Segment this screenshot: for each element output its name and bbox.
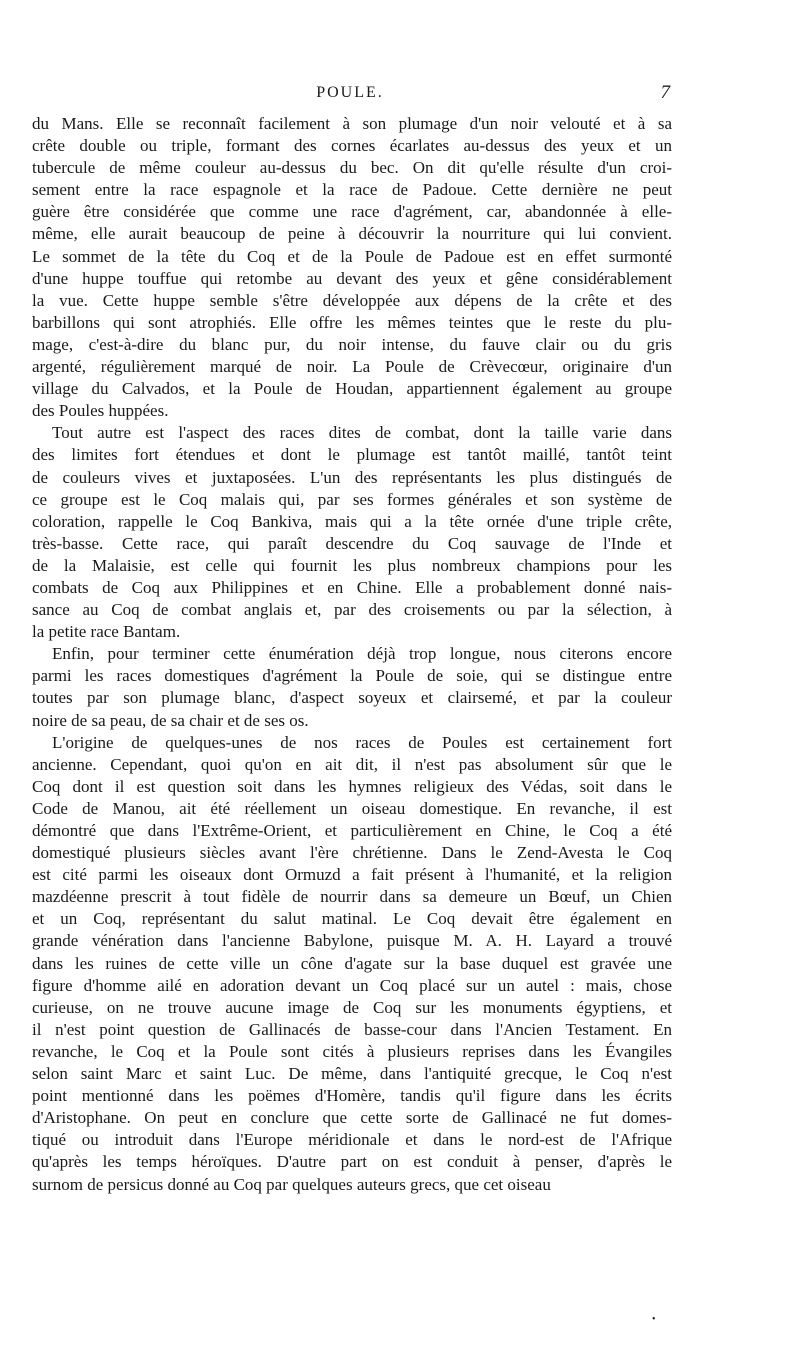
text-line: surnom de persicus donné au Coq par quelques auteurs grecs, que cet oiseau [32, 1174, 551, 1194]
page-mark: • [652, 1314, 656, 1325]
text-line: la petite race Bantam. [32, 622, 181, 642]
text-line: Enfin, pour terminer cette énumération déjà trop longue, nous citerons encore [52, 644, 672, 664]
text-line: d'Aristophane. On peut en conclure que cette sorte de Gallinacé ne fut domes- [32, 1108, 672, 1128]
text-line: parmi les races domestiques d'agrément la Poule de soie, qui se distingue entre [32, 666, 672, 686]
text-line: Le sommet de la tête du Coq et de la Poule de Padoue est en effet surmonté [32, 246, 672, 266]
text-line: dans les ruines de cette ville un cône d'agate sur la base duquel est gravée une [32, 953, 672, 973]
text-line: coloration, rappelle le Coq Bankiva, mais qui a la tête ornée d'une triple crête, [32, 511, 672, 531]
text-line: argenté, régulièrement marqué de noir. La Poule de Crèvecœur, originaire d'un [32, 357, 672, 377]
text-line: des limites fort étendues et dont le plumage est tantôt maillé, tantôt teint [32, 445, 672, 465]
text-line: L'origine de quelques-unes de nos races de Poules est certainement fort [52, 732, 672, 752]
text-line: des Poules huppées. [32, 401, 169, 421]
text-line: très-basse. Cette race, qui paraît descendre du Coq sauvage de l'Inde et [32, 533, 672, 553]
paragraph [32, 643, 672, 731]
text-line: point mentionné dans les poëmes d'Homère, tandis qu'il figure dans les écrits [32, 1086, 672, 1106]
text-line: toutes par son plumage blanc, d'aspect soyeux et clairsemé, et par la couleur [32, 688, 672, 708]
text-line: village du Calvados, et la Poule de Houdan, appartiennent également au groupe [32, 379, 672, 399]
running-title: POULE. [316, 84, 384, 101]
text-line: il n'est point question de Gallinacés de basse-cour dans l'Ancien Testament. En [32, 1019, 672, 1039]
text-line: sance au Coq de combat anglais et, par des croisements ou par la sélection, à [32, 600, 672, 620]
page-number: 7 [660, 82, 670, 103]
paragraph [32, 732, 672, 1196]
text-line: de la Malaisie, est celle qui fournit les plus nombreux champions pour les [32, 555, 672, 575]
text-line: sement entre la race espagnole et la race de Padoue. Cette dernière ne peut [32, 180, 672, 200]
text-line: tubercule de même couleur au-dessus du bec. On dit qu'elle résulte d'un croi- [32, 158, 672, 178]
text-line: mazdéenne prescrit à tout fidèle de nourrir dans sa demeure un Bœuf, un Chien [32, 887, 672, 907]
text-line: combats de Coq aux Philippines et en Chine. Elle a probablement donné nais- [32, 577, 672, 597]
text-line: Coq dont il est question soit dans les hymnes religieux des Védas, soit dans le [32, 776, 672, 796]
text-line: revanche, le Coq et la Poule sont cités à plusieurs reprises dans les Évangiles [32, 1041, 672, 1061]
body-text [32, 113, 672, 1196]
text-line: et un Coq, représentant du salut matinal. Le Coq devait être également en [32, 909, 672, 929]
paragraph [32, 422, 672, 643]
running-head [30, 84, 670, 110]
text-line: Tout autre est l'aspect des races dites de combat, dont la taille varie dans [52, 423, 672, 443]
text-line: ce groupe est le Coq malais qui, par ses formes générales et son système de [32, 489, 672, 509]
text-line: curieuse, on ne trouve aucune image de Coq sur les monuments égyptiens, et [32, 997, 672, 1017]
text-line: selon saint Marc et saint Luc. De même, dans l'antiquité grecque, le Coq n'est [32, 1064, 672, 1084]
text-line: tiqué ou introduit dans l'Europe méridionale et dans le nord-est de l'Afrique [32, 1130, 672, 1150]
text-line: crête double ou triple, formant des cornes écarlates au-dessus des yeux et un [32, 136, 672, 156]
text-line: mage, c'est-à-dire du blanc pur, du noir intense, du fauve clair ou du gris [32, 334, 672, 354]
text-line: démontré que dans l'Extrême-Orient, et particulièrement en Chine, le Coq a été [32, 821, 672, 840]
text-line: Code de Manou, ait été réellement un oiseau domestique. En revanche, il est [32, 798, 672, 818]
text-line: domestiqué plusieurs siècles avant l'ère chrétienne. Dans le Zend-Avesta le Coq [32, 843, 672, 863]
text-line: grande vénération dans l'ancienne Babylone, puisque M. A. H. Layard a trouvé [32, 931, 672, 951]
text-line: de couleurs vives et juxtaposées. L'un des représentants les plus distingués de [32, 467, 672, 487]
text-line: d'une huppe touffue qui retombe au devant des yeux et gêne considérablement [32, 268, 672, 288]
text-line: barbillons qui sont atrophiés. Elle offre les mêmes teintes que le reste du plu- [32, 312, 672, 332]
text-line: est cité parmi les oiseaux dont Ormuzd a fait présent à l'humanité, et la religion [32, 865, 672, 885]
text-line: figure d'homme ailé en adoration devant un Coq placé sur un autel : mais, chose [32, 975, 672, 995]
text-line: du Mans. Elle se reconnaît facilement à son plumage d'un noir velouté et à sa [32, 114, 672, 133]
text-line: noire de sa peau, de sa chair et de ses os. [32, 710, 309, 730]
text-line: ancienne. Cependant, quoi qu'on en ait dit, il n'est pas absolument sûr que le [32, 754, 672, 774]
text-line: même, elle aurait beaucoup de peine à découvrir la nourriture qui lui convient. [32, 224, 672, 244]
paragraph [32, 113, 672, 422]
text-line: qu'après les temps héroïques. D'autre part on est conduit à penser, d'après le [32, 1152, 672, 1172]
text-line: guère être considérée que comme une race d'agrément, car, abandonnée à elle- [32, 202, 672, 222]
text-line: la vue. Cette huppe semble s'être développée aux dépens de la crête et des [32, 290, 672, 310]
